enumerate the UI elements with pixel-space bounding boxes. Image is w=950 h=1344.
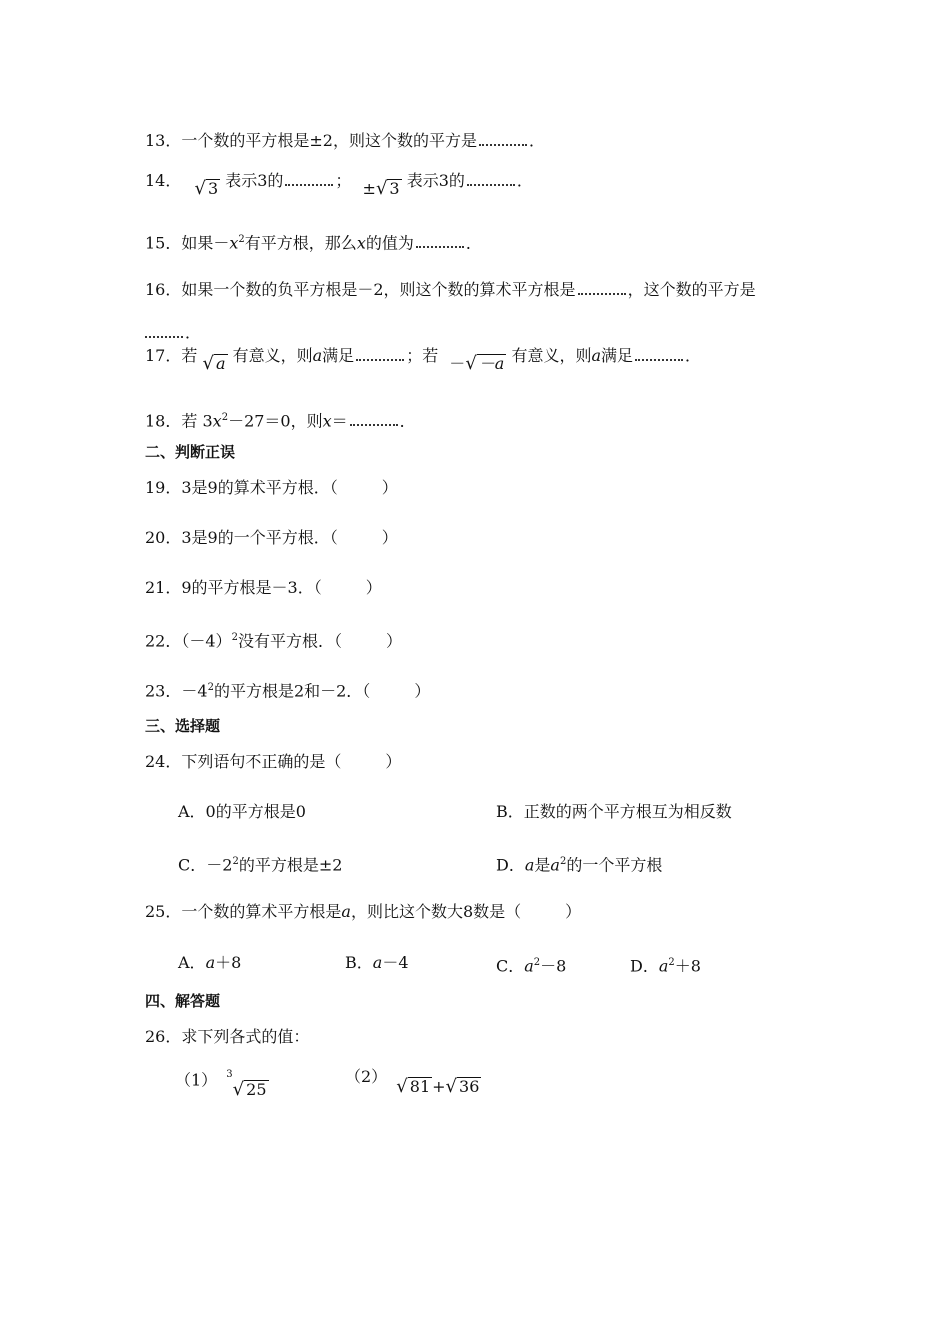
- sqrt-expression: √ a: [202, 353, 226, 374]
- question-number: 16．: [145, 280, 182, 299]
- option-25-c[interactable]: C．$a^2-8$: [496, 956, 567, 976]
- question-number: 26．: [145, 1027, 182, 1046]
- question-23: 23．$-4^2$的平方根是2和－2．（ ）: [145, 681, 431, 701]
- question-number: 21．: [145, 578, 182, 597]
- answer-blank[interactable]: [350, 410, 398, 426]
- answer-blank[interactable]: [356, 345, 404, 361]
- question-number: 20．: [145, 528, 182, 547]
- question-16: 16．如果一个数的负平方根是－2，则这个数的算术平方根是 ，这个数的平方是: [145, 280, 756, 299]
- question-19: 19．3是9的算术平方根．（ ）: [145, 478, 398, 497]
- option-24-c[interactable]: C．$-2^2$的平方根是±2: [178, 855, 343, 875]
- question-21: 21．9的平方根是－3．（ ）: [145, 578, 382, 597]
- sqrt-expression: √ 3: [194, 178, 219, 199]
- question-25: 25．一个数的算术平方根是a，则比这个数大8数是（ ）: [145, 902, 582, 921]
- question-14: 14． √ 3 表示3的 ； ±√ 3 表示3的 ．: [145, 171, 533, 199]
- subquestion-26-1: （1） $^3$√ 25: [175, 1069, 267, 1101]
- question-number: 13．: [145, 131, 182, 150]
- answer-blank[interactable]: [285, 170, 333, 186]
- question-text: 一个数的平方根是±2，则这个数的平方是: [181, 131, 477, 150]
- option-25-a[interactable]: A．a＋8: [178, 953, 242, 972]
- question-number: 24．: [145, 752, 182, 771]
- sqrt-expression: √ 81: [396, 1076, 431, 1097]
- option-25-d[interactable]: D．$a^2+8$: [630, 956, 701, 976]
- sqrt-expression: √ －a: [465, 353, 505, 374]
- question-26: 26．求下列各式的值：: [145, 1027, 310, 1046]
- section-heading-multiple-choice: 三、选择题: [145, 717, 221, 735]
- sqrt-expression: √ 36: [445, 1076, 480, 1097]
- question-number: 22．: [145, 631, 182, 651]
- subquestion-26-2: （2） √ 81 +√ 36: [345, 1067, 480, 1097]
- question-22: 22．$(-4)^2$没有平方根．（ ）: [145, 631, 402, 651]
- question-number: 18．: [145, 411, 182, 431]
- question-18: 18．若 $3x^2-27=0$，则x＝ ．: [145, 411, 416, 431]
- question-24: 24．下列语句不正确的是（ ）: [145, 752, 402, 771]
- question-17: 17．若 √ a 有意义，则a满足 ；若 －√ －a 有意义，则a满足 ．: [145, 346, 702, 374]
- answer-blank[interactable]: [635, 345, 683, 361]
- question-16-continued: ．: [145, 322, 201, 343]
- option-24-a[interactable]: A．0的平方根是0: [178, 802, 306, 821]
- question-number: 23．: [145, 681, 182, 701]
- answer-blank[interactable]: [145, 322, 183, 338]
- question-15: 15．如果$-x^2$有平方根，那么x的值为 ．: [145, 233, 482, 253]
- question-20: 20．3是9的一个平方根．（ ）: [145, 528, 398, 547]
- sqrt-expression: √ 3: [375, 178, 400, 199]
- question-number: 25．: [145, 902, 182, 921]
- question-number: 17．: [145, 346, 182, 365]
- question-number: 19．: [145, 478, 182, 497]
- question-13: 13．一个数的平方根是±2，则这个数的平方是 ．: [145, 131, 545, 150]
- option-25-b[interactable]: B．a－4: [345, 953, 409, 972]
- section-heading-true-false: 二、判断正误: [145, 443, 236, 461]
- option-24-d[interactable]: D．a是$a^2$的一个平方根: [496, 855, 663, 875]
- cube-root-expression: √ 25: [232, 1079, 267, 1101]
- question-number: 14．: [145, 171, 182, 190]
- answer-blank[interactable]: [479, 130, 527, 146]
- answer-blank[interactable]: [578, 279, 626, 295]
- answer-blank[interactable]: [467, 170, 515, 186]
- question-number: 15．: [145, 233, 182, 253]
- answer-blank[interactable]: [416, 232, 464, 248]
- section-heading-solve: 四、解答题: [145, 992, 221, 1010]
- option-24-b[interactable]: B．正数的两个平方根互为相反数: [496, 802, 732, 821]
